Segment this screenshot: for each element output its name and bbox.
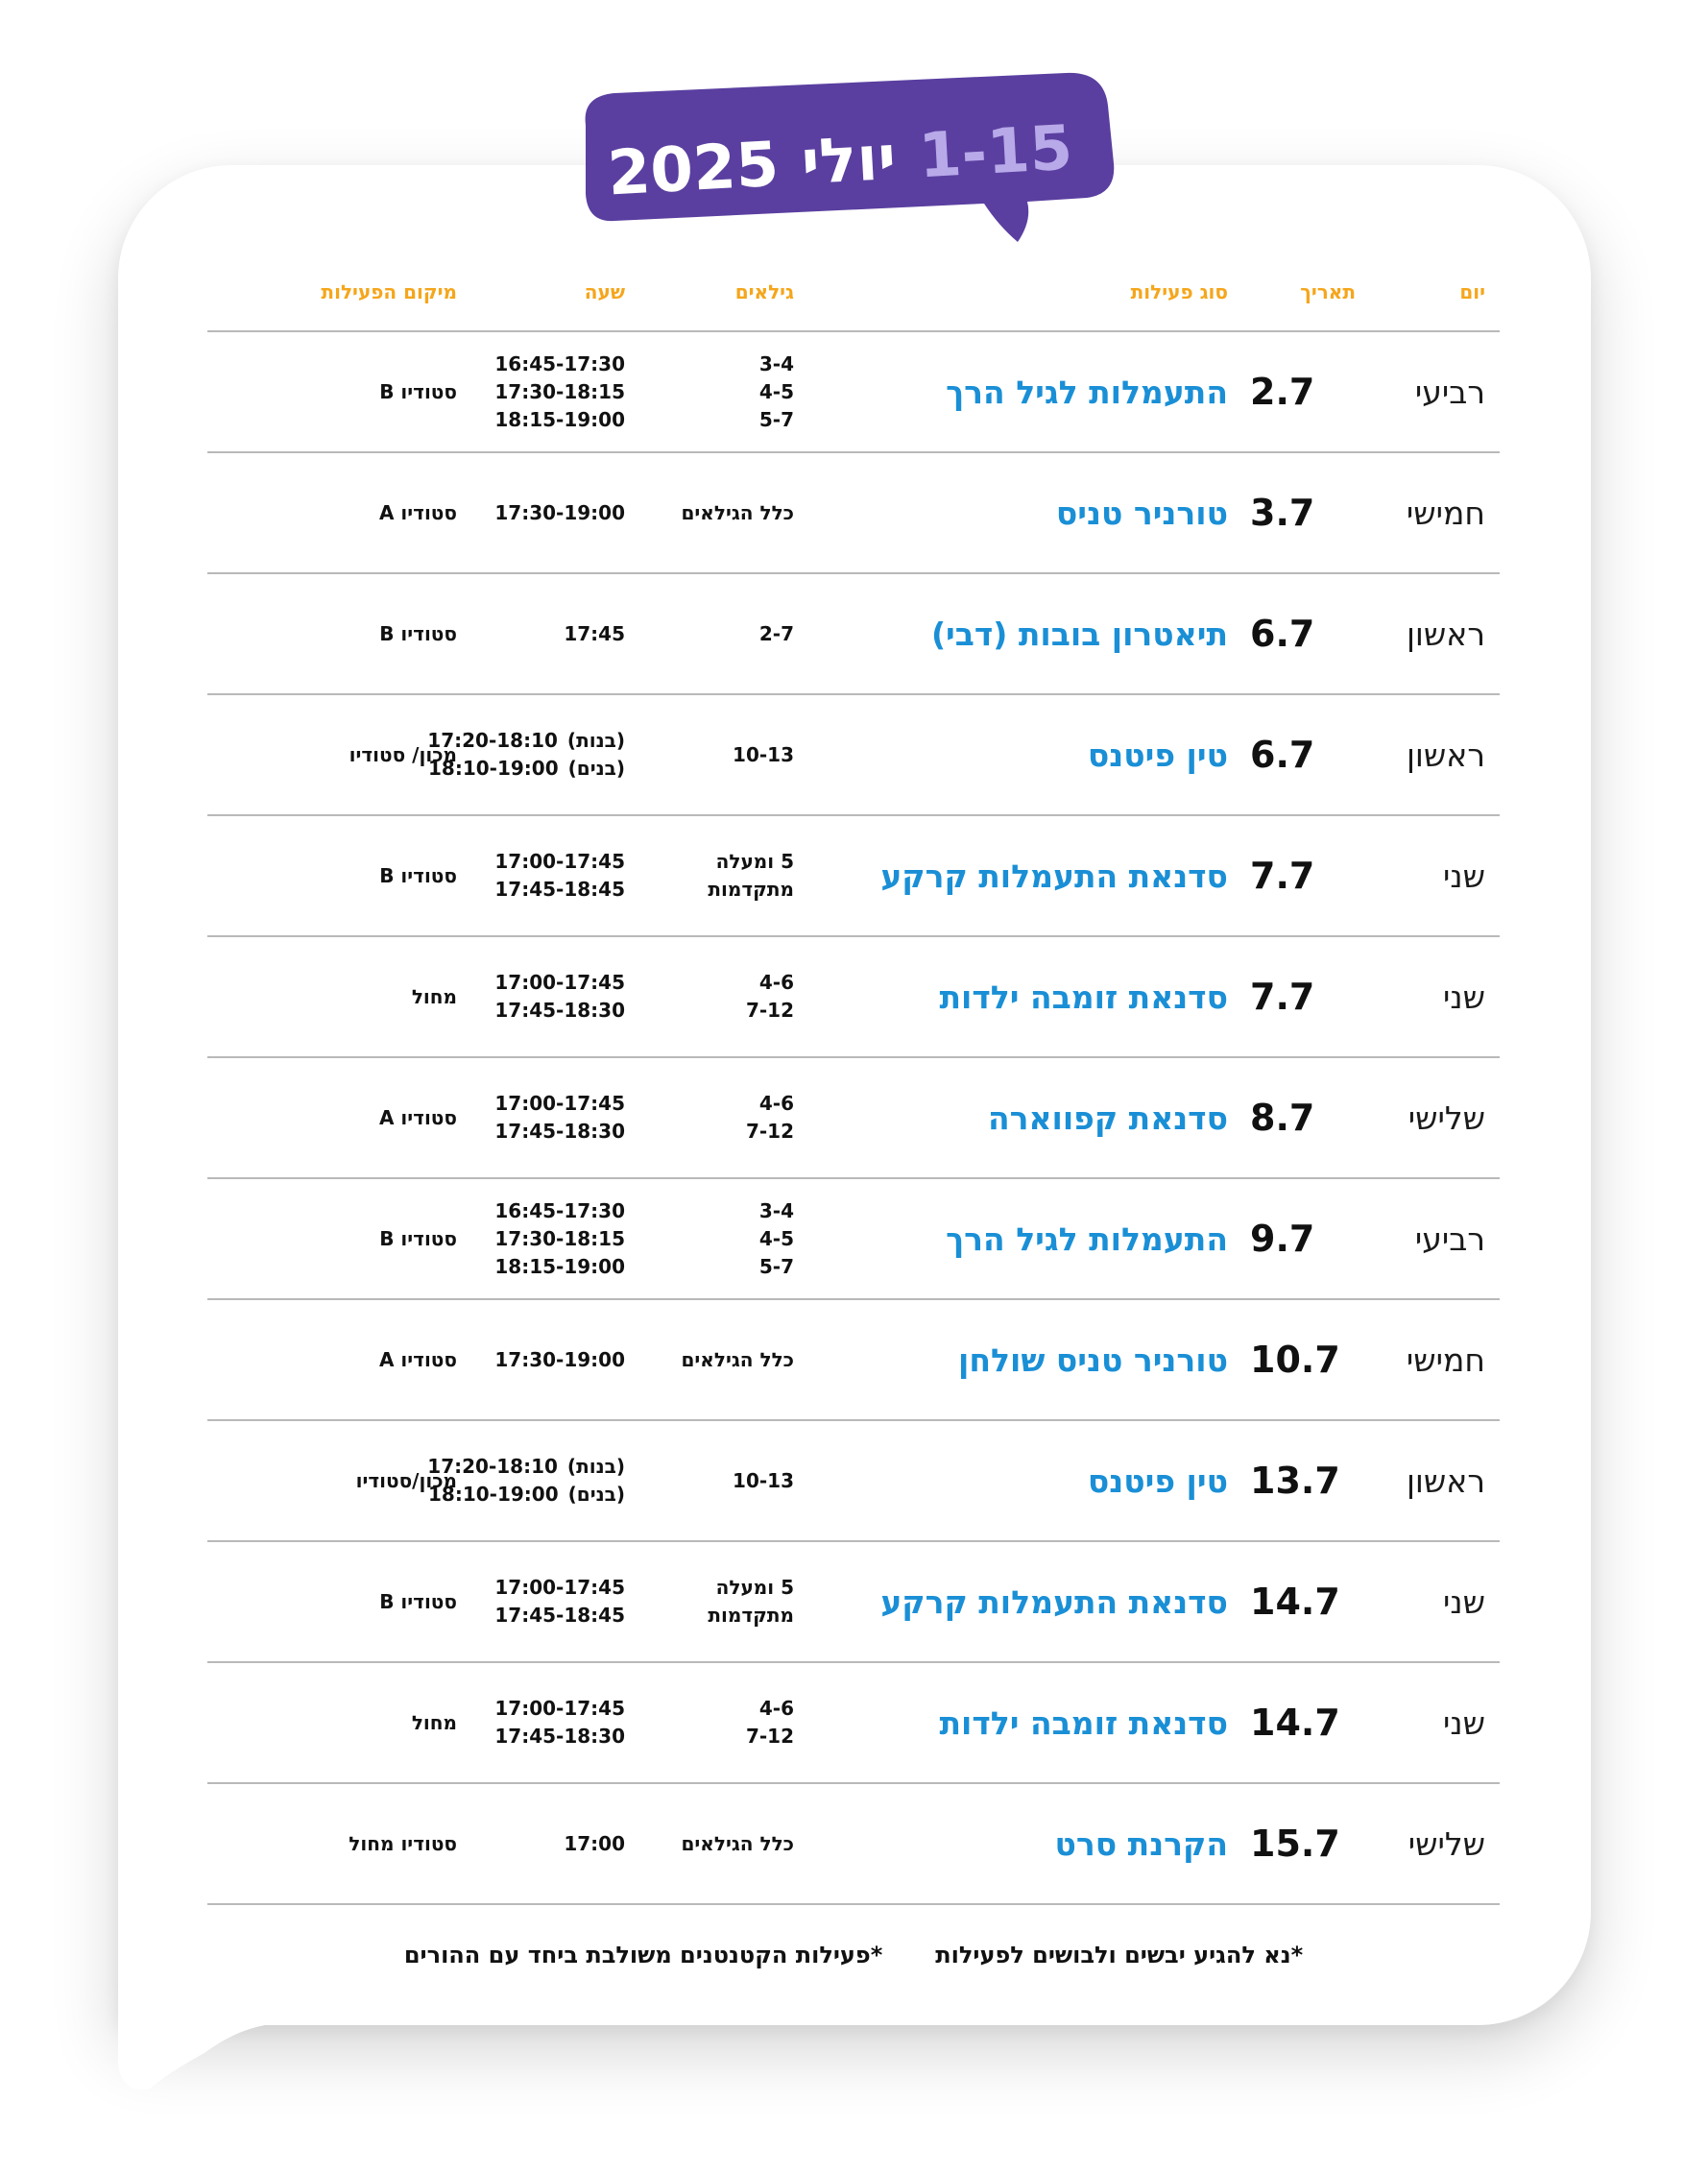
activity-cell [806, 1663, 1228, 1782]
time-range: 17:45-18:30 [494, 999, 625, 1022]
location-cell [265, 1421, 457, 1540]
date-value: 9.7 [1250, 1218, 1315, 1260]
day-cell [1380, 1542, 1485, 1661]
location-name: מחול [411, 984, 457, 1008]
table-row [207, 332, 1500, 453]
ages-cell [621, 453, 794, 572]
age-group: 4-6 [758, 1092, 794, 1115]
time-range: 18:15-19:00 [494, 407, 625, 431]
time-cell [427, 695, 625, 814]
age-group: 7-12 [745, 1725, 794, 1748]
date-value: 13.7 [1250, 1460, 1340, 1502]
time-range: 17:20-18:10 [427, 1455, 558, 1478]
activity-cell [806, 1784, 1228, 1903]
age-group: 3-4 [758, 1198, 794, 1222]
date-cell [1250, 1784, 1356, 1903]
location-cell [265, 1058, 457, 1177]
location-name: סטודיו A [378, 500, 457, 524]
age-group: 4-5 [758, 379, 794, 403]
note-dry-clothes: *נא להגיע יבשים ולבושים לפעילות [935, 1942, 1304, 1968]
activity-cell [806, 574, 1228, 693]
time-slot [494, 1090, 625, 1118]
date-cell [1250, 1663, 1356, 1782]
location-cell [265, 1663, 457, 1782]
time-cell [433, 1663, 625, 1782]
time-range: 18:10-19:00 [428, 1483, 559, 1506]
time-slot [494, 406, 625, 434]
age-group: 5-7 [758, 1254, 794, 1278]
header-activity: סוג פעילות [1130, 280, 1228, 303]
time-range: 17:00 [564, 1831, 625, 1855]
card-speech-tail [118, 1959, 272, 2098]
time-range: 17:00-17:45 [494, 1576, 625, 1599]
date-cell [1250, 1058, 1356, 1177]
date-value: 7.7 [1250, 855, 1315, 897]
activity-name: הקרנת סרט [1054, 1824, 1228, 1863]
time-cell [433, 1542, 625, 1661]
time-cell [433, 1784, 625, 1903]
time-slot [494, 350, 625, 378]
date-cell [1250, 1300, 1356, 1419]
ages-cell [621, 1663, 794, 1782]
location-name: סטודיו B [379, 1226, 457, 1250]
age-group: 3-4 [758, 351, 794, 375]
day-cell [1380, 574, 1485, 693]
activity-name: טין פיטנס [1087, 1461, 1228, 1500]
time-range: 17:00-17:45 [494, 850, 625, 873]
age-group: 7-12 [745, 1120, 794, 1143]
time-range: 17:30-19:00 [494, 1347, 625, 1371]
table-row [207, 695, 1500, 816]
activity-name: סדנאת זומבה ילדות [939, 978, 1228, 1016]
date-value: 7.7 [1250, 976, 1315, 1018]
ages-cell [621, 937, 794, 1056]
day-name: שני [1443, 978, 1485, 1016]
location-cell [265, 1179, 457, 1298]
age-group: 10-13 [733, 1468, 794, 1492]
table-row [207, 1300, 1500, 1421]
activity-cell [806, 1300, 1228, 1419]
day-cell [1380, 1179, 1485, 1298]
table-row [207, 574, 1500, 695]
location-name: סטודיו B [379, 1589, 457, 1613]
ages-cell [621, 1179, 794, 1298]
table-row [207, 937, 1500, 1058]
table-row [207, 1542, 1500, 1663]
time-slot [564, 620, 625, 648]
time-range: 17:00-17:45 [494, 971, 625, 994]
activity-cell [806, 1542, 1228, 1661]
time-cell [433, 1179, 625, 1298]
time-note: (בנות) [566, 1455, 625, 1478]
location-name: סטודיו B [379, 379, 457, 403]
activity-cell [806, 1421, 1228, 1540]
header-date: תאריך [1300, 280, 1356, 303]
time-slot [494, 1574, 625, 1602]
activity-cell [806, 1179, 1228, 1298]
ages-cell [621, 1542, 794, 1661]
date-cell [1250, 937, 1356, 1056]
location-name: מחול [411, 1710, 457, 1734]
age-group: 2-7 [758, 621, 794, 645]
day-name: שני [1443, 1703, 1485, 1742]
activity-cell [806, 453, 1228, 572]
age-group: כלל הגילאים [681, 1347, 794, 1371]
time-slot [494, 378, 625, 406]
activity-name: טורניר טניס שולחן [958, 1340, 1228, 1379]
date-value: 6.7 [1250, 613, 1315, 655]
time-range: 18:15-19:00 [494, 1254, 625, 1278]
activity-cell [806, 695, 1228, 814]
activity-name: התעמלות לגיל הרך [946, 373, 1228, 411]
date-value: 8.7 [1250, 1097, 1315, 1139]
table-row [207, 816, 1500, 937]
time-slot [428, 1481, 625, 1509]
date-value: 6.7 [1250, 734, 1315, 776]
table-header [207, 269, 1500, 332]
time-range: 17:45 [564, 621, 625, 645]
day-cell [1380, 937, 1485, 1056]
activity-name: סדנאת התעמלות קרקע [880, 857, 1228, 895]
time-slot [494, 1225, 625, 1253]
time-slot [494, 1602, 625, 1630]
age-group: 4-5 [758, 1226, 794, 1250]
date-cell [1250, 816, 1356, 935]
day-name: ראשון [1406, 736, 1485, 774]
location-cell [265, 1300, 457, 1419]
date-value: 14.7 [1250, 1581, 1340, 1623]
table-row [207, 1058, 1500, 1179]
schedule-table [207, 269, 1500, 1905]
time-range: 17:45-18:45 [494, 1604, 625, 1627]
activity-cell [806, 332, 1228, 451]
table-body [207, 332, 1500, 1905]
ages-cell [621, 1784, 794, 1903]
day-cell [1380, 1784, 1485, 1903]
time-cell [433, 574, 625, 693]
activity-cell [806, 937, 1228, 1056]
header-location: מיקום הפעילות [321, 280, 457, 303]
location-name: מכון/ סטודיו [349, 742, 457, 766]
age-group: 10-13 [733, 742, 794, 766]
time-cell [433, 1058, 625, 1177]
header-ages: גילאים [734, 280, 794, 303]
location-cell [265, 816, 457, 935]
day-cell [1380, 1300, 1485, 1419]
time-slot [494, 1723, 625, 1750]
time-note: (בנים) [567, 1483, 625, 1506]
header-time: שעה [584, 280, 625, 303]
ages-cell [621, 816, 794, 935]
activity-cell [806, 816, 1228, 935]
time-range: 17:00-17:45 [494, 1697, 625, 1720]
time-slot [494, 1197, 625, 1225]
time-slot [494, 876, 625, 904]
date-value: 10.7 [1250, 1339, 1340, 1381]
activity-name: טורניר טניס [1055, 494, 1228, 532]
location-cell [265, 453, 457, 572]
date-cell [1250, 1421, 1356, 1540]
time-slot [494, 997, 625, 1025]
age-group: 4-6 [758, 971, 794, 994]
location-name: סטודיו B [379, 863, 457, 887]
date-cell [1250, 574, 1356, 693]
time-range: 16:45-17:30 [494, 351, 625, 375]
date-value: 15.7 [1250, 1823, 1340, 1865]
title-date-range: 1-15 [916, 112, 1075, 193]
age-group: 5-7 [758, 407, 794, 431]
ages-cell [621, 332, 794, 451]
activity-name: סדנאת זומבה ילדות [939, 1703, 1228, 1742]
time-note: (בנים) [567, 757, 625, 780]
time-slot [427, 727, 625, 755]
location-cell [265, 332, 457, 451]
ages-cell [621, 574, 794, 693]
activity-name: התעמלות לגיל הרך [946, 1219, 1228, 1258]
ages-cell [621, 1058, 794, 1177]
day-cell [1380, 1421, 1485, 1540]
activity-cell [806, 1058, 1228, 1177]
table-row [207, 453, 1500, 574]
time-range: 17:45-18:30 [494, 1120, 625, 1143]
day-name: שני [1443, 1582, 1485, 1621]
day-cell [1380, 816, 1485, 935]
time-slot [494, 1118, 625, 1146]
time-range: 17:30-18:15 [494, 379, 625, 403]
location-cell [265, 937, 457, 1056]
time-note: (בנות) [566, 729, 625, 752]
footer-notes [207, 1942, 1500, 1968]
time-range: 17:20-18:10 [427, 729, 558, 752]
age-group: 5 ומעלה [715, 1576, 794, 1599]
location-name: סטודיו A [378, 1347, 457, 1371]
day-cell [1380, 1058, 1485, 1177]
time-range: 16:45-17:30 [494, 1198, 625, 1222]
activity-name: טין פיטנס [1087, 736, 1228, 774]
title-year: 2025 [605, 129, 781, 210]
day-cell [1380, 1663, 1485, 1782]
day-name: שלישי [1407, 1824, 1485, 1863]
day-name: חמישי [1406, 494, 1485, 532]
date-cell [1250, 332, 1356, 451]
location-cell [265, 574, 457, 693]
time-slot [564, 1830, 625, 1858]
time-range: 17:30-18:15 [494, 1226, 625, 1250]
ages-cell [621, 695, 794, 814]
time-range: 17:45-18:45 [494, 878, 625, 901]
age-group: מתקדמות [708, 1604, 794, 1627]
age-group: 4-6 [758, 1697, 794, 1720]
time-cell [433, 453, 625, 572]
day-cell [1380, 695, 1485, 814]
time-cell [433, 816, 625, 935]
day-name: ראשון [1406, 1461, 1485, 1500]
location-name: סטודיו מחול [349, 1831, 457, 1855]
time-range: 17:45-18:30 [494, 1725, 625, 1748]
age-group: מתקדמות [708, 878, 794, 901]
note-toddlers-with-parents: *פעילות הקטנטנים משולבת ביחד עם ההורים [403, 1942, 883, 1968]
time-slot [494, 969, 625, 997]
time-cell [433, 332, 625, 451]
time-range: 17:00-17:45 [494, 1092, 625, 1115]
time-slot [428, 755, 625, 783]
location-cell [265, 695, 457, 814]
time-slot [427, 1453, 625, 1481]
date-cell [1250, 1179, 1356, 1298]
table-row [207, 1784, 1500, 1905]
ages-cell [621, 1421, 794, 1540]
activity-name: תיאטרון בובות (דבי) [930, 615, 1228, 653]
activity-name: סדנאת קפווארה [987, 1099, 1228, 1137]
day-cell [1380, 453, 1485, 572]
day-name: רביעי [1414, 373, 1485, 411]
age-group: כלל הגילאים [681, 1831, 794, 1855]
location-name: מכון/סטודיו [355, 1468, 457, 1492]
date-value: 2.7 [1250, 371, 1315, 413]
title-month: יולי [799, 122, 899, 200]
day-cell [1380, 332, 1485, 451]
time-slot [494, 1346, 625, 1374]
date-value: 14.7 [1250, 1702, 1340, 1744]
location-name: סטודיו A [378, 1105, 457, 1129]
day-name: ראשון [1406, 615, 1485, 653]
time-slot [494, 848, 625, 876]
location-name: סטודיו B [379, 621, 457, 645]
day-name: שלישי [1407, 1099, 1485, 1137]
time-slot [494, 499, 625, 527]
age-group: 5 ומעלה [715, 850, 794, 873]
age-group: 7-12 [745, 999, 794, 1022]
day-name: חמישי [1406, 1340, 1485, 1379]
time-cell [427, 1421, 625, 1540]
date-cell [1250, 1542, 1356, 1661]
time-cell [433, 937, 625, 1056]
ages-cell [621, 1300, 794, 1419]
location-cell [265, 1784, 457, 1903]
table-row [207, 1421, 1500, 1542]
date-value: 3.7 [1250, 492, 1315, 534]
day-name: שני [1443, 857, 1485, 895]
time-slot [494, 1253, 625, 1281]
time-cell [433, 1300, 625, 1419]
time-slot [494, 1695, 625, 1723]
age-group: כלל הגילאים [681, 500, 794, 524]
header-day: יום [1459, 280, 1485, 303]
location-cell [265, 1542, 457, 1661]
table-row [207, 1663, 1500, 1784]
table-row [207, 1179, 1500, 1300]
time-range: 18:10-19:00 [428, 757, 559, 780]
date-cell [1250, 453, 1356, 572]
day-name: רביעי [1414, 1219, 1485, 1258]
time-range: 17:30-19:00 [494, 500, 625, 524]
activity-name: סדנאת התעמלות קרקע [880, 1582, 1228, 1621]
date-cell [1250, 695, 1356, 814]
